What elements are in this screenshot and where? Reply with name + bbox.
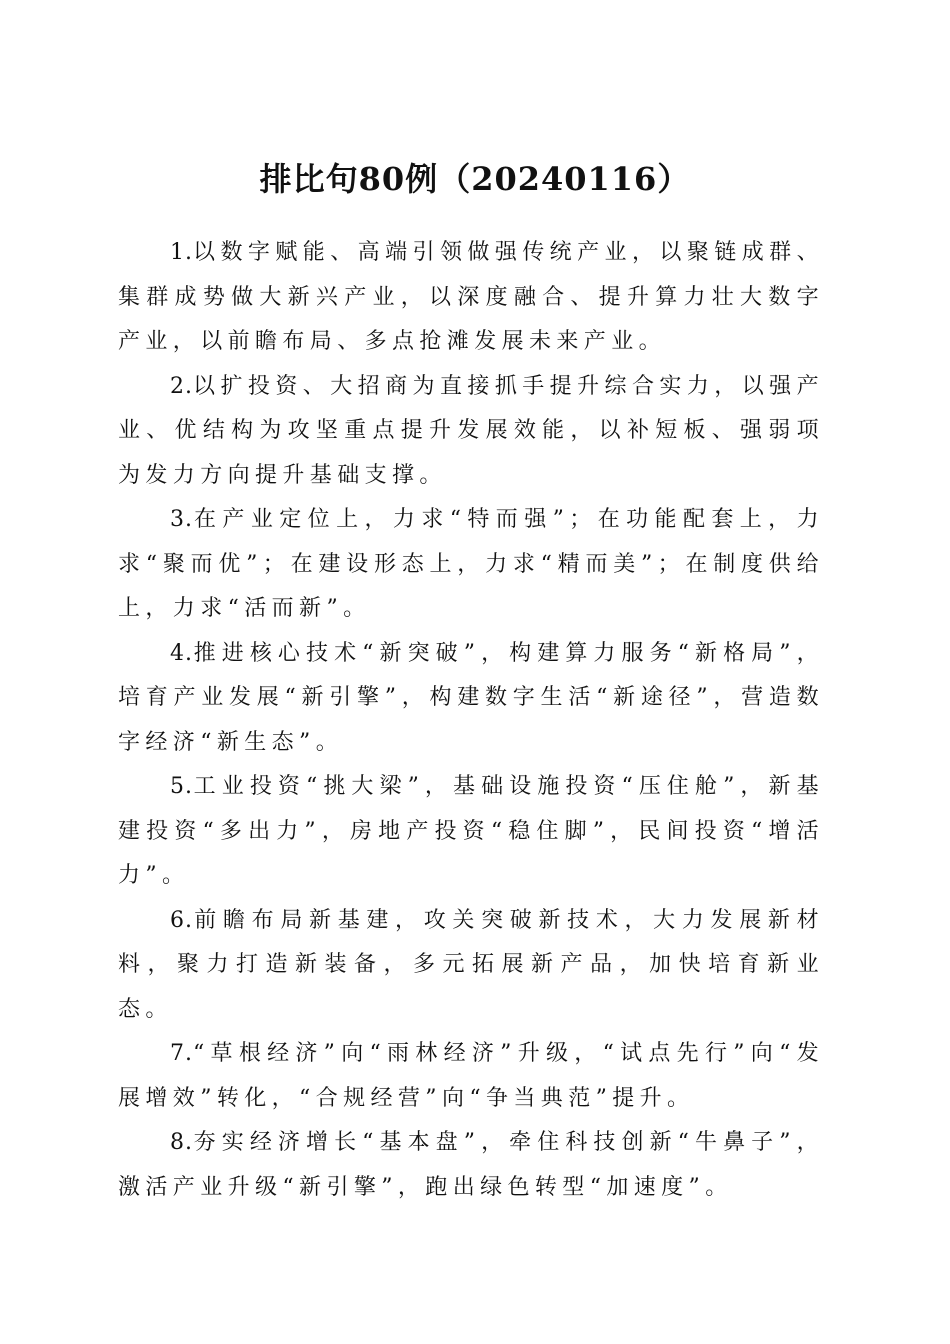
paragraph-8	[118, 1121, 824, 1210]
paragraph-3	[118, 498, 824, 632]
paragraph-number: 5.	[170, 774, 193, 799]
document-body	[118, 231, 824, 1210]
paragraph-7	[118, 1032, 824, 1121]
document-title: 排比句80例（20240116）	[259, 160, 691, 199]
paragraph-text: 夯实经济增长“基本盘”，牵住科技创新“牛鼻子”，激活产业升级“新引擎”，跑出绿色转型“加速度”。	[118, 1130, 824, 1200]
paragraph-number: 7.	[170, 1041, 193, 1066]
paragraph-text: “草根经济”向“雨林经济”升级，“试点先行”向“发展增效”转化，“合规经营”向“争当典范”提升。	[118, 1041, 824, 1111]
paragraph-number: 4.	[170, 640, 193, 666]
paragraph-6	[118, 899, 824, 1033]
paragraph-number: 6.	[170, 907, 193, 933]
paragraph-1	[118, 231, 824, 365]
paragraph-number: 1.	[170, 240, 193, 265]
paragraph-4	[118, 632, 824, 766]
paragraph-text: 以数字赋能、高端引领做强传统产业，以聚链成群、集群成势做大新兴产业，以深度融合、提升算力壮大数字产业，以前瞻布局、多点抢滩发展未来产业。	[118, 240, 824, 354]
paragraph-text: 在产业定位上，力求“特而强”；在功能配套上，力求“聚而优”；在建设形态上，力求“精而美”；在制度供给上，力求“活而新”。	[118, 507, 824, 621]
paragraph-2	[118, 365, 824, 499]
paragraph-number: 8.	[170, 1130, 193, 1155]
paragraph-text: 前瞻布局新基建，攻关突破新技术，大力发展新材料，聚力打造新装备，多元拓展新产品，加快培育新业态。	[118, 907, 824, 1022]
paragraph-text: 工业投资“挑大梁”，基础设施投资“压住舱”，新基建投资“多出力”，房地产投资“稳住脚”，民间投资“增活力”。	[118, 774, 824, 888]
paragraph-text: 以扩投资、大招商为直接抓手提升综合实力，以强产业、优结构为攻坚重点提升发展效能，以补短板、强弱项为发力方向提升基础支撑。	[118, 373, 824, 488]
paragraph-number: 3.	[170, 507, 193, 532]
paragraph-number: 2.	[170, 373, 193, 399]
paragraph-text: 推进核心技术“新突破”，构建算力服务“新格局”，培育产业发展“新引擎”，构建数字生活“新途径”，营造数字经济“新生态”。	[118, 640, 824, 755]
paragraph-5	[118, 765, 824, 899]
